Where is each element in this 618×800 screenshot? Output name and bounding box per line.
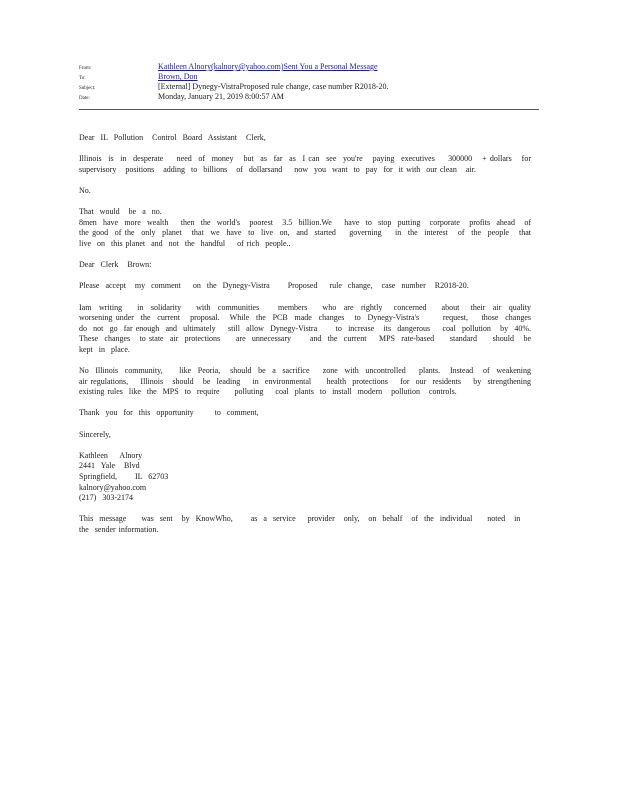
date-label: Date: — [79, 96, 90, 101]
from-label: From: — [79, 66, 92, 71]
greeting: Dear IL Pollution Control Board Assistant Clerk, — [79, 133, 266, 142]
email-header — [79, 62, 539, 102]
paragraph-3-rest: 8men have more wealth then the world's poorest 3.5 billion.We have to stop putting corporate profits ahead of the good of the only planet that we have to live on, and started governing in the interest of the people that live on this planet and not the handful of rich people.. — [79, 217, 537, 248]
paragraph-8: Thank you for this opportunity to comment, — [79, 408, 259, 418]
message-body — [79, 133, 549, 546]
signature-name: Kathleen Alnory — [79, 450, 143, 460]
paragraph-10: This message was sent by KnowWho, as a service provider only, on behalf of the individual noted in the sender information. — [79, 514, 527, 534]
to-row — [79, 72, 539, 82]
signature-phone: (217) 303-2174 — [79, 493, 133, 503]
subject-row — [79, 82, 539, 92]
subject-value: [External] Dynegy-VistraProposed rule change, case number R2018-20. — [158, 82, 389, 91]
paragraph-6: Iam writing in solidarity with communities members who are rightly concerned about their air quality worsening under the current proposal. While the PCB made changes to Dynegy-Vistra's request, those changes do not go far enough and ultimately still allow Dynegy-Vistra to increase its dangerous coal pollution by 40%. These changes to state air protections are unnecessary and the current MPS rate-based standard should be kept in place. — [79, 302, 543, 354]
subject-label: Subject: — [79, 86, 96, 91]
signature-street: 2441 Yale Blvd — [79, 461, 140, 471]
paragraph-9: Sincerely, — [79, 429, 111, 439]
to-label: To: — [79, 76, 86, 81]
signature-email: kalnory@yahoo.com — [79, 482, 147, 492]
signature-block — [79, 451, 531, 504]
from-value[interactable]: Kathleen Alnory(kalnory@yahoo.com)Sent You a Personal Message — [158, 62, 378, 71]
header-divider — [79, 109, 539, 110]
date-row — [79, 92, 539, 102]
paragraph-7: No Illinois community, like Peoria, should be a sacrifice zone with uncontrolled plants. Instead of weakening air regulations, Illinois should be leading in environmental health protections for our residents by strengthening existing rules like the MPS to require polluting coal plants to install modern pollution controls. — [79, 366, 549, 397]
signature-city: Springfield, IL 62703 — [79, 472, 169, 481]
date-value: Monday, January 21, 2019 8:00:57 AM — [158, 92, 284, 101]
paragraph-3 — [79, 207, 537, 249]
paragraph-1: Illinois is in desperate need of money but as far as I can see you're paying executives 300000 + dollars for supervisory positions adding to billions of dollarsand now you want to pay for it with our clean air. — [79, 154, 534, 174]
paragraph-5: Please accept my comment on the Dynegy-Vistra Proposed rule change, case number R2018-20. — [79, 281, 469, 291]
paragraph-3-line-1: That would be a no. — [79, 207, 162, 217]
paragraph-2: No. — [79, 185, 91, 195]
from-row — [79, 62, 539, 72]
to-value[interactable]: Brown, Don — [158, 72, 198, 81]
paragraph-4: Dear Clerk Brown: — [79, 260, 152, 270]
